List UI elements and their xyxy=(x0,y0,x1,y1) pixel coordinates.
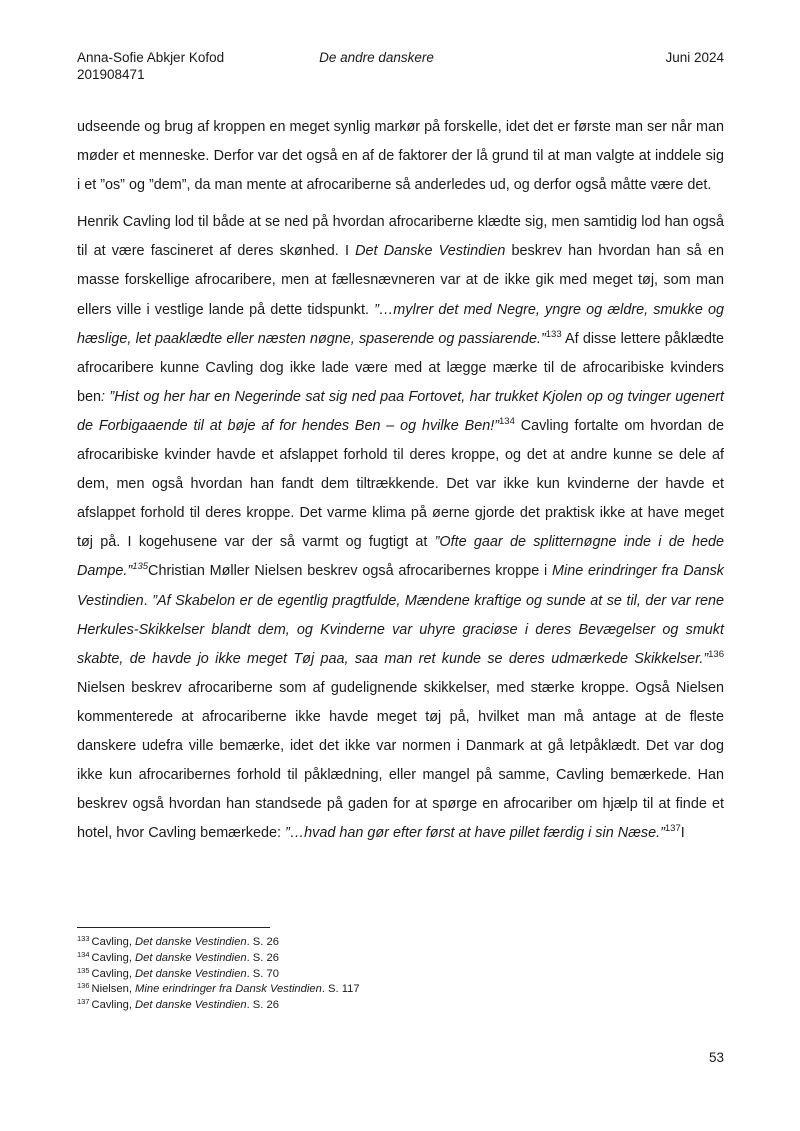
footnote-ref[interactable]: 135 xyxy=(132,561,149,573)
header-date: Juni 2024 xyxy=(665,50,724,65)
footnote-page: . S. 70 xyxy=(246,967,279,980)
text-run: Cavling fortalte om hvordan de afrocaribiske kvinder havde et afslappet forhold til deres kroppe, og det at andre kunne se dele af dem, men også hvordan han fandt dem tiltrækkende. Det var ikke kun kvinderne der havde et afslappet forhold til deres kroppe. Det varme klima på øerne gjorde det praktisk ikke at have meget tøj på. I kogehusene var der så varmt og fugtigt at xyxy=(77,417,725,551)
footnote-author: Cavling, xyxy=(91,951,136,964)
quote: ”Af Skabelon er de egentlig pragtfulde, Mændene kraftige og sunde at se til, der var rene Herkules-Skikkelser blandt dem, og Kvinderne var uhyre graciøse i deres Bevægelser og smukt skabte, de havde jo ikke meget Tøj paa, saa man ret kunde se deres udmærkede Skikkelser.” xyxy=(77,592,725,667)
footnote-page: . S. 26 xyxy=(246,936,279,948)
footnote-page: . S. 117 xyxy=(321,983,360,996)
text-run: . xyxy=(143,592,153,609)
header-student-id: 201908471 xyxy=(77,67,145,82)
text-run: beskrev han hvordan han så en masse forskellige afrocaribere, men at fællesnævneren var at de ikke gik med meget tøj, som man ellers ville i vestlige lande på dette tidspunkt. xyxy=(77,243,724,318)
footnote-author: Cavling, xyxy=(91,999,136,1012)
footnote xyxy=(77,998,717,1014)
paragraph-1: udseende og brug af kroppen en meget synlig markør på forskelle, idet det er første man ser når man møder et menneske. Derfor var det også en af de faktorer der lå grund til at man valgte at inddele sig i et ”os” og ”dem”, da man mente at afrocariberne så anderledes ud, og derfor også måtte være det. xyxy=(77,119,724,194)
footnote xyxy=(77,967,717,983)
quote: : ”Hist og her har en Negerinde sat sig ned paa Fortovet, har trukket Kjolen op og tvinger ugenert de Forbigaaende til at bøje af for hendes Ben – og hvilke Ben!” xyxy=(77,388,724,434)
text-run: I xyxy=(680,825,685,842)
footnote-divider xyxy=(77,927,270,928)
work-title: Mine erindringer fra Dansk Vestindien xyxy=(77,563,724,609)
footnote xyxy=(77,935,717,951)
footnote-ref[interactable]: 133 xyxy=(545,328,562,340)
quote: ”Ofte gaar de splitternøgne inde i de hede Dampe.” xyxy=(77,534,724,580)
footnote-author: Cavling, xyxy=(91,967,136,980)
footnote xyxy=(77,951,717,967)
footnote-number: 134 xyxy=(77,949,90,959)
text-run: Nielsen beskrev afrocariberne som af gudelignende skikkelser, med stærke kroppe. Også Nielsen kommenterede at afrocariberne ikke havde meget tøj på, hvilket man må antage at de fleste danskere udefra ville bemærke, idet det ikke var normen i Danmark at gå letpåklædt. Det var dog ikke kun afrocaribernes forhold til påklædning, eller mangel på samme, Cavling bemærkede. Han beskrev også hvordan han standsede på gaden for at spørge en afrocariber om hjælp til at finde et hotel, hvor Cavling bemærkede: xyxy=(77,679,724,842)
text-run: Henrik Cavling lod til både at se ned på hvordan afrocariberne klædte sig, men samtidig lod han også til at være fascineret af deres skønhed. I xyxy=(77,214,724,260)
paragraph-2 xyxy=(77,208,724,848)
footnote-work: Det danske Vestindien xyxy=(135,999,247,1012)
footnote-ref[interactable]: 136 xyxy=(708,648,724,660)
footnote-number: 135 xyxy=(77,965,90,975)
page-number: 53 xyxy=(708,1050,724,1065)
footnote-work: Det danske Vestindien xyxy=(135,936,247,948)
quote: ”…hvad han gør efter først at have pillet færdig i sin Næse.” xyxy=(284,825,665,842)
footnote-work: Det danske Vestindien xyxy=(135,967,247,980)
footnote-number: 133 xyxy=(77,934,90,943)
work-title: Det Danske Vestindien xyxy=(355,243,506,260)
text-run: Christian Møller Nielsen beskrev også afrocaribernes kroppe i xyxy=(148,563,553,580)
footnotes xyxy=(77,935,717,1014)
footnote-page: . S. 26 xyxy=(246,951,279,964)
footnote-number: 137 xyxy=(77,997,90,1007)
header-title: De andre danskere xyxy=(319,50,434,65)
footnote-work: Det danske Vestindien xyxy=(135,951,247,964)
footnote xyxy=(77,982,717,998)
quote: ”…mylrer det med Negre, yngre og ældre, smukke og hæslige, let paaklædte eller næsten nøgne, spaserende og passiarende.” xyxy=(77,301,724,347)
footnote-author: Cavling, xyxy=(91,936,136,948)
footnote-author: Nielsen, xyxy=(91,983,136,996)
footnote-ref[interactable]: 134 xyxy=(499,415,515,427)
footnote-number: 136 xyxy=(77,981,90,991)
body-text xyxy=(77,113,724,856)
footnote-page: . S. 26 xyxy=(246,999,279,1012)
footnote-work: Mine erindringer fra Dansk Vestindien xyxy=(135,983,322,996)
header-author: Anna-Sofie Abkjer Kofod xyxy=(77,50,225,65)
footnote-ref[interactable]: 137 xyxy=(664,823,681,835)
text-run: Af disse lettere påklædte afrocaribere kunne Cavling dog ikke lade være med at lægge mærke til de afrocaribiske kvinders ben xyxy=(77,330,724,405)
